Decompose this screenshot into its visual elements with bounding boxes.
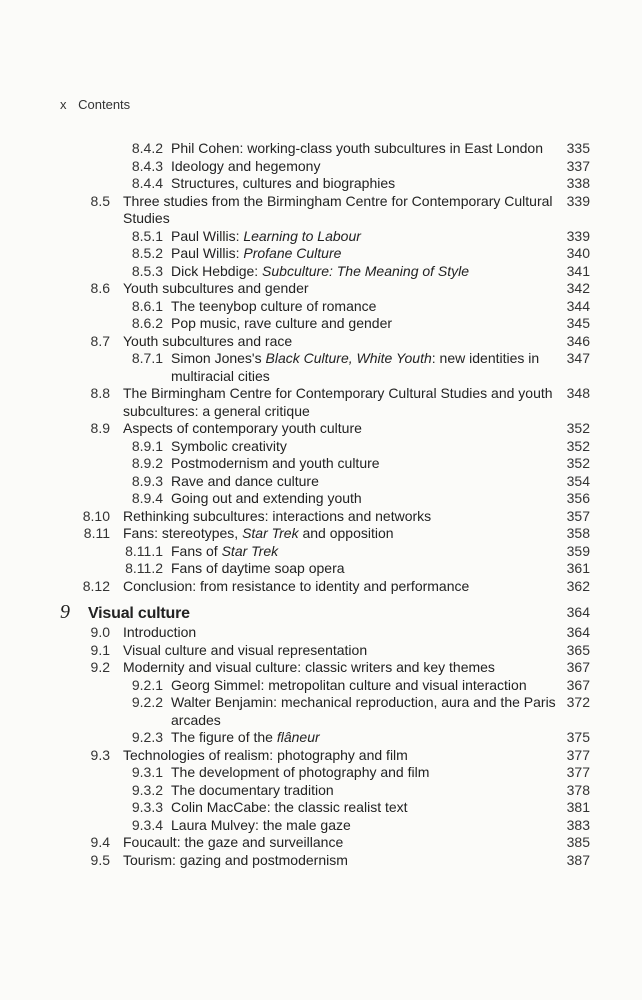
page-number: 338 xyxy=(566,175,590,191)
title-text: Simon Jones's xyxy=(171,350,266,366)
section-title xyxy=(171,298,572,316)
section-number: 9.1 xyxy=(90,641,110,658)
section-title xyxy=(123,333,572,351)
italic-title-text: Profane Culture xyxy=(243,245,342,261)
section-number: 8.9 xyxy=(90,420,110,436)
section-number: 8.12 xyxy=(82,577,110,594)
toc-subsection xyxy=(0,315,642,333)
title-text: Rave and dance culture xyxy=(171,472,319,489)
page-number: 367 xyxy=(566,659,590,675)
title-text: Ideology and hegemony xyxy=(171,157,321,174)
section-title xyxy=(171,315,572,333)
toc-subsection xyxy=(0,245,642,263)
section-number: 8.5 xyxy=(90,192,110,209)
title-text: The teenybop culture of romance xyxy=(171,297,377,314)
section-title xyxy=(171,455,572,473)
italic-title-text: Black Culture, White Youth xyxy=(265,350,432,366)
page-number: 339 xyxy=(566,192,590,209)
section-number: 8.7 xyxy=(90,332,110,349)
section-number: 9.0 xyxy=(90,624,110,640)
section-title xyxy=(123,624,572,642)
toc-section xyxy=(0,659,642,677)
toc-section xyxy=(0,280,642,298)
section-number: 9.3.3 xyxy=(131,799,163,815)
section-title xyxy=(171,694,572,729)
section-title xyxy=(123,385,572,420)
section-number: 8.4.3 xyxy=(131,157,163,174)
section-number: 8.5.3 xyxy=(131,262,163,279)
section-title xyxy=(171,438,572,456)
page-number: 347 xyxy=(566,350,590,366)
section-number: 8.8 xyxy=(90,385,110,401)
toc-subsection xyxy=(0,782,642,800)
toc-subsection xyxy=(0,228,642,246)
title-text: Foucault: the gaze and surveillance xyxy=(123,834,344,850)
title-text: Conclusion: from resistance to identity and performance xyxy=(123,577,470,594)
page-number: 365 xyxy=(566,641,590,658)
running-header xyxy=(60,97,130,112)
page-number: 385 xyxy=(566,834,590,850)
page-number: 348 xyxy=(566,385,590,401)
title-text: Visual culture and visual representation xyxy=(123,641,368,658)
toc-section xyxy=(0,747,642,765)
page-number: 367 xyxy=(566,676,590,693)
section-title xyxy=(123,659,572,677)
toc-subsection xyxy=(0,799,642,817)
page-roman-numeral: x xyxy=(60,97,67,112)
toc-section xyxy=(0,525,642,543)
section-title xyxy=(171,245,572,263)
italic-title-text: Star Trek xyxy=(221,542,279,559)
page-number: 354 xyxy=(566,472,590,489)
section-title xyxy=(171,799,572,817)
page-number: 357 xyxy=(566,507,590,524)
section-title xyxy=(123,642,572,660)
section-title xyxy=(171,560,572,578)
title-text: Fans of daytime soap opera xyxy=(171,560,345,576)
page-number: 335 xyxy=(566,140,590,156)
title-text: The figure of the xyxy=(171,729,277,745)
page-number: 340 xyxy=(566,245,590,261)
title-text: Modernity and visual culture: classic writers and key themes xyxy=(123,659,495,675)
title-text: Pop music, rave culture and gender xyxy=(171,315,393,331)
section-title xyxy=(171,263,572,281)
title-text: Laura Mulvey: the male gaze xyxy=(171,816,351,833)
title-text: Tourism: gazing and postmodernism xyxy=(123,851,348,868)
title-text: Three studies from the Birmingham Centre for Contemporary Cultural Studies xyxy=(123,192,553,226)
table-of-contents xyxy=(0,140,642,869)
title-text: and opposition xyxy=(298,525,394,541)
section-title xyxy=(171,677,572,695)
toc-subsection xyxy=(0,298,642,316)
title-text: Walter Benjamin: mechanical reproduction, aura and the Paris arcades xyxy=(171,694,556,728)
section-title xyxy=(171,228,572,246)
toc-subsection xyxy=(0,350,642,385)
section-number: 8.11.2 xyxy=(125,560,163,576)
section-title xyxy=(171,350,572,385)
toc-subsection xyxy=(0,473,642,491)
page-number: 387 xyxy=(566,851,590,868)
section-number: 9.2.1 xyxy=(131,676,163,693)
section-number: 8.9.2 xyxy=(131,455,163,471)
title-text: Dick Hebdige: xyxy=(171,262,263,279)
italic-title-text: flâneur xyxy=(276,729,320,745)
section-number: 9.2.3 xyxy=(131,729,163,745)
title-text: Structures, cultures and biographies xyxy=(171,175,396,191)
section-number: 8.6.2 xyxy=(131,315,163,331)
toc-subsection xyxy=(0,455,642,473)
toc-subsection xyxy=(0,175,642,193)
toc-subsection xyxy=(0,764,642,782)
page-number: 378 xyxy=(566,781,590,798)
section-number: 8.4.4 xyxy=(131,175,163,191)
page-number: 341 xyxy=(566,262,590,279)
chapter-number: 9 xyxy=(60,601,70,623)
title-text: Georg Simmel: metropolitan culture and visual interaction xyxy=(171,676,527,693)
section-number: 9.3 xyxy=(90,746,110,763)
toc-section xyxy=(0,385,642,420)
toc-section xyxy=(0,420,642,438)
section-title xyxy=(123,508,572,526)
title-text: Rethinking subcultures: interactions and networks xyxy=(123,507,432,524)
title-text: Fans of xyxy=(171,542,222,559)
page-number: 358 xyxy=(566,525,590,541)
page-number: 342 xyxy=(566,280,590,296)
section-title xyxy=(123,747,572,765)
section-number: 8.10 xyxy=(82,507,110,524)
page-number: 356 xyxy=(566,490,590,506)
section-number: 8.7.1 xyxy=(131,350,163,366)
section-title xyxy=(123,420,572,438)
section-title xyxy=(171,817,572,835)
section-title xyxy=(123,834,572,852)
title-text: Introduction xyxy=(123,624,197,640)
toc-subsection xyxy=(0,438,642,456)
chapter-title: Visual culture xyxy=(88,605,190,622)
toc-subsection xyxy=(0,158,642,176)
toc-section xyxy=(0,333,642,351)
title-text: Technologies of realism: photography and film xyxy=(123,746,408,763)
section-number: 8.11 xyxy=(83,525,110,541)
section-title xyxy=(171,158,572,176)
section-number: 8.9.4 xyxy=(131,490,163,506)
section-title xyxy=(123,578,572,596)
section-number: 9.4 xyxy=(90,834,110,850)
title-text: Going out and extending youth xyxy=(171,490,362,506)
toc-subsection xyxy=(0,140,642,158)
italic-title-text: Star Trek xyxy=(242,525,299,541)
toc-section xyxy=(0,508,642,526)
title-text: Colin MacCabe: the classic realist text xyxy=(171,799,408,815)
title-text: Paul Willis: xyxy=(171,245,244,261)
section-number: 8.9.1 xyxy=(131,437,163,454)
section-number: 8.11.1 xyxy=(125,542,163,559)
section-title xyxy=(123,852,572,870)
page-number: 377 xyxy=(566,764,590,780)
section-title xyxy=(123,193,572,228)
section-title xyxy=(171,729,572,747)
page-number: 372 xyxy=(566,694,590,710)
section-title xyxy=(123,280,572,298)
section-number: 9.5 xyxy=(90,851,110,868)
page-number: 381 xyxy=(566,799,590,815)
page-number: 346 xyxy=(566,332,590,349)
title-text: Postmodernism and youth culture xyxy=(171,455,380,471)
section-title xyxy=(171,490,572,508)
page-number: 352 xyxy=(566,437,590,454)
title-text: Fans: stereotypes, xyxy=(123,525,243,541)
italic-title-text: Subculture: The Meaning of Style xyxy=(262,262,470,279)
toc-section xyxy=(0,852,642,870)
page-number: 364 xyxy=(566,604,590,620)
toc-subsection xyxy=(0,543,642,561)
title-text: Youth subcultures and gender xyxy=(123,280,309,296)
toc-subsection xyxy=(0,817,642,835)
section-number: 8.4.2 xyxy=(131,140,163,156)
page-number: 339 xyxy=(566,227,590,244)
toc-subsection xyxy=(0,560,642,578)
title-text: Symbolic creativity xyxy=(171,437,287,454)
toc-chapter-heading xyxy=(0,603,642,624)
section-number: 8.9.3 xyxy=(131,472,163,489)
title-text: Phil Cohen: working-class youth subcultures in East London xyxy=(171,140,543,156)
section-number: 8.6 xyxy=(90,280,110,296)
toc-section xyxy=(0,578,642,596)
page-number: 377 xyxy=(566,746,590,763)
page-number: 344 xyxy=(566,297,590,314)
section-number: 9.2.2 xyxy=(131,694,163,710)
toc-subsection xyxy=(0,263,642,281)
section-number: 9.3.4 xyxy=(131,816,163,833)
section-title xyxy=(171,473,572,491)
toc-section xyxy=(0,624,642,642)
section-number: 9.2 xyxy=(90,659,110,675)
toc-subsection xyxy=(0,729,642,747)
title-text: Youth subcultures and race xyxy=(123,332,293,349)
toc-subsection xyxy=(0,694,642,729)
page-number: 345 xyxy=(566,315,590,331)
page-number: 364 xyxy=(566,624,590,640)
title-text: Paul Willis: xyxy=(171,227,244,244)
page-number: 362 xyxy=(566,577,590,594)
section-title xyxy=(171,543,572,561)
toc-section xyxy=(0,834,642,852)
page-number: 375 xyxy=(566,729,590,745)
title-text: The documentary tradition xyxy=(171,781,334,798)
section-title xyxy=(123,525,572,543)
running-header-title: Contents xyxy=(78,97,131,112)
title-text: Aspects of contemporary youth culture xyxy=(123,420,362,436)
toc-subsection xyxy=(0,677,642,695)
toc-subsection xyxy=(0,490,642,508)
toc-section xyxy=(0,193,642,228)
section-title xyxy=(171,140,572,158)
italic-title-text: Learning to Labour xyxy=(243,227,361,244)
page-number: 359 xyxy=(566,542,590,559)
title-text: The Birmingham Centre for Contemporary Cultural Studies and youth subcultures: a general critique xyxy=(123,385,553,419)
page-number: 383 xyxy=(566,816,590,833)
page-number: 352 xyxy=(566,420,590,436)
section-number: 9.3.2 xyxy=(131,781,163,798)
section-number: 8.5.1 xyxy=(131,227,163,244)
section-number: 8.5.2 xyxy=(131,245,163,261)
section-title xyxy=(171,782,572,800)
section-title xyxy=(171,764,572,782)
section-number: 9.3.1 xyxy=(131,764,163,780)
section-title xyxy=(171,175,572,193)
toc-section xyxy=(0,642,642,660)
title-text: : new identities in multiracial cities xyxy=(171,350,540,384)
title-text: The development of photography and film xyxy=(171,764,430,780)
section-number: 8.6.1 xyxy=(131,297,163,314)
page-number: 352 xyxy=(566,455,590,471)
page-number: 361 xyxy=(566,560,590,576)
page-number: 337 xyxy=(566,157,590,174)
